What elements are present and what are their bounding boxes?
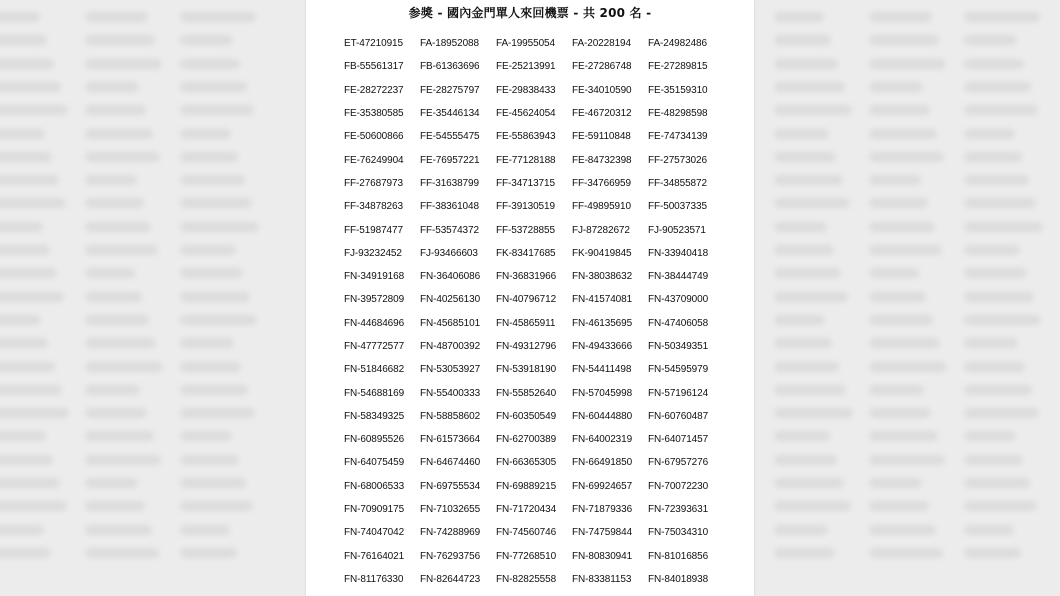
blurred-text-row	[774, 198, 850, 208]
ticket-row	[344, 242, 744, 265]
ticket-number: FN-69889215	[496, 480, 557, 492]
blurred-text-row	[774, 385, 846, 395]
ticket-number-grid	[344, 32, 744, 591]
ticket-number: ET-47210915	[344, 38, 403, 50]
blurred-text-row	[180, 152, 238, 162]
ticket-row	[344, 125, 744, 148]
document-page	[306, 0, 754, 596]
blurred-text-row	[180, 455, 239, 465]
ticket-row	[344, 79, 744, 102]
ticket-row	[344, 148, 744, 171]
ticket-number: FF-27687973	[344, 177, 403, 189]
ticket-number: FN-48700392	[420, 341, 481, 352]
ticket-number: FN-67957276	[648, 457, 709, 469]
blurred-text-row	[774, 338, 832, 348]
ticket-row	[344, 288, 744, 311]
blurred-text-row	[0, 268, 57, 278]
blurred-text-row	[85, 362, 163, 372]
ticket-number: FN-66491850	[572, 457, 633, 469]
blurred-text-row	[85, 478, 138, 488]
ticket-number: FE-28275797	[420, 84, 480, 96]
blurred-text-row	[869, 82, 923, 92]
ticket-number: FN-83381153	[572, 573, 632, 585]
ticket-number: FN-75034310	[648, 527, 709, 539]
blurred-text-row	[0, 338, 48, 348]
ticket-number: FN-64071457	[648, 434, 709, 446]
ticket-number: FN-81176330	[344, 573, 404, 585]
blurred-text-row	[774, 478, 844, 488]
ticket-number: FE-76249904	[344, 154, 404, 166]
blurred-text-row	[774, 245, 834, 255]
ticket-number: FN-74759844	[572, 527, 633, 539]
ticket-row	[344, 498, 744, 521]
ticket-number: FN-76293756	[420, 550, 481, 562]
ticket-number: FN-49433666	[572, 341, 633, 352]
blurred-text-row	[0, 548, 51, 558]
blurred-text-row	[964, 175, 1029, 185]
ticket-number: FN-39572809	[344, 294, 405, 306]
blurred-text-row	[964, 198, 1036, 208]
blurred-text-row	[869, 385, 924, 395]
blurred-text-row	[869, 105, 930, 115]
ticket-number: FA-24982486	[648, 38, 707, 50]
document-title: 参獎 - 國內金門單人來回機票 - 共 200 名 -	[408, 6, 652, 20]
blurred-text-row	[964, 455, 1023, 465]
ticket-number: FN-38444749	[648, 271, 709, 283]
ticket-number: FN-55400333	[420, 387, 481, 399]
ticket-row	[344, 545, 744, 568]
ticket-number: FE-48298598	[648, 108, 708, 120]
blurred-text-row	[0, 105, 68, 115]
blurred-text-row	[774, 82, 845, 92]
ticket-number: FA-19955054	[496, 38, 555, 50]
ticket-number: FN-82644723	[420, 573, 481, 585]
ticket-number: FF-38361048	[420, 201, 479, 213]
blurred-text-row	[869, 292, 926, 302]
ticket-number: FN-71879336	[572, 504, 633, 516]
blurred-text-row	[180, 222, 259, 232]
blurred-text-row	[964, 12, 1040, 22]
ticket-number: FN-40796712	[496, 294, 557, 306]
blurred-text-row	[869, 501, 929, 511]
blurred-text-row	[869, 35, 939, 45]
blurred-text-row	[774, 315, 825, 325]
ticket-number: FN-68006533	[344, 480, 405, 492]
blurred-text-row	[180, 548, 237, 558]
ticket-number: FE-77128188	[496, 154, 556, 166]
blurred-text-row	[0, 385, 62, 395]
ticket-number: FF-39130519	[496, 201, 555, 213]
blurred-text-row	[180, 525, 230, 535]
blurred-text-row	[964, 105, 1038, 115]
ticket-number: FF-34713715	[496, 177, 555, 189]
ticket-row	[344, 172, 744, 195]
ticket-number: FN-71720434	[496, 504, 557, 516]
blurred-text-row	[869, 59, 946, 69]
ticket-number: FN-41574081	[572, 294, 633, 306]
blurred-text-row	[869, 198, 928, 208]
ticket-row	[344, 451, 744, 474]
ticket-row	[344, 521, 744, 544]
blurred-text-row	[774, 222, 827, 232]
ticket-number: FB-55561317	[344, 61, 404, 73]
blurred-text-row	[0, 245, 50, 255]
ticket-number: FK-83417685	[496, 247, 556, 259]
blurred-text-row	[180, 129, 231, 139]
blurred-text-row	[85, 548, 159, 558]
blurred-text-row	[774, 362, 839, 372]
ticket-row	[344, 32, 744, 55]
ticket-number: FF-51987477	[344, 224, 403, 236]
blurred-text-row	[0, 362, 55, 372]
blurred-backdrop-right	[754, 0, 1060, 596]
blurred-text-row	[180, 385, 248, 395]
ticket-number: FN-62700389	[496, 434, 557, 446]
blurred-text-row	[0, 222, 43, 232]
blurred-text-row	[0, 12, 40, 22]
ticket-number: FN-57196124	[648, 387, 709, 399]
blurred-text-row	[85, 525, 152, 535]
ticket-number: FN-77268510	[496, 550, 557, 562]
ticket-number: FN-45865911	[496, 317, 556, 329]
blurred-text-row	[964, 35, 1017, 45]
blurred-text-row	[0, 152, 52, 162]
blurred-text-row	[869, 338, 940, 348]
ticket-number: FN-54411498	[572, 364, 632, 376]
blurred-text-row	[85, 501, 145, 511]
blurred-text-row	[85, 198, 144, 208]
ticket-number: FE-35380585	[344, 108, 404, 120]
ticket-number: FN-74288969	[420, 527, 481, 539]
blurred-text-row	[964, 478, 1030, 488]
ticket-number: FN-72393631	[648, 504, 709, 516]
ticket-number: FJ-93232452	[344, 247, 402, 259]
blurred-text-row	[85, 105, 146, 115]
ticket-number: FN-44684696	[344, 317, 405, 329]
ticket-number: FN-60444880	[572, 410, 633, 422]
ticket-number: FN-55852640	[496, 387, 557, 399]
ticket-number: FE-50600866	[344, 131, 404, 143]
blurred-text-row	[869, 175, 921, 185]
ticket-number: FE-35159310	[648, 84, 708, 96]
blurred-text-row	[85, 59, 162, 69]
ticket-number: FE-54555475	[420, 131, 480, 143]
blurred-text-row	[869, 268, 919, 278]
ticket-number: FF-49895910	[572, 201, 631, 213]
ticket-number: FE-34010590	[572, 84, 632, 96]
blurred-text-row	[964, 548, 1021, 558]
ticket-number: FN-81016856	[648, 550, 709, 562]
ticket-number: FN-36406086	[420, 271, 481, 283]
ticket-row	[344, 195, 744, 218]
ticket-number: FF-27573026	[648, 154, 707, 166]
blurred-text-row	[85, 338, 156, 348]
blurred-text-row	[964, 408, 1039, 418]
ticket-number: FN-60350549	[496, 410, 557, 422]
ticket-number: FN-51846682	[344, 364, 405, 376]
blurred-text-row	[85, 12, 148, 22]
ticket-number: FN-50349351	[648, 341, 709, 352]
blurred-text-row	[774, 548, 835, 558]
blurred-text-row	[774, 129, 829, 139]
ticket-row	[344, 475, 744, 498]
blurred-text-row	[774, 105, 852, 115]
blurred-text-row	[774, 455, 837, 465]
ticket-number: FA-20228194	[572, 38, 631, 50]
blurred-text-row	[180, 175, 245, 185]
ticket-number: FN-70909175	[344, 504, 405, 516]
ticket-number: FE-45624054	[496, 108, 556, 120]
ticket-number: FN-34919168	[344, 271, 405, 283]
ticket-number: FN-43709000	[648, 294, 709, 306]
ticket-number: FN-38038632	[572, 271, 633, 283]
blurred-text-row	[964, 431, 1016, 441]
blurred-text-row	[85, 35, 155, 45]
blurred-text-row	[0, 175, 59, 185]
ticket-number: FE-55863943	[496, 131, 556, 143]
blurred-text-row	[85, 315, 149, 325]
ticket-number: FN-53053927	[420, 364, 481, 376]
blurred-text-row	[774, 268, 841, 278]
ticket-row	[344, 218, 744, 241]
ticket-number: FE-74734139	[648, 131, 708, 143]
blurred-text-row	[869, 455, 945, 465]
blurred-text-row	[180, 501, 253, 511]
blurred-text-row	[0, 455, 53, 465]
blurred-text-row	[0, 315, 41, 325]
blurred-text-row	[964, 292, 1034, 302]
blurred-text-row	[180, 59, 240, 69]
blurred-text-row	[180, 338, 234, 348]
ticket-number: FF-34855872	[648, 177, 707, 189]
ticket-number: FA-18952088	[420, 38, 479, 50]
ticket-row	[344, 568, 744, 591]
ticket-row	[344, 312, 744, 335]
ticket-number: FE-28272237	[344, 84, 404, 96]
ticket-number: FN-33940418	[648, 247, 709, 259]
ticket-number: FF-53728855	[496, 224, 555, 236]
blurred-text-row	[774, 12, 824, 22]
ticket-number: FN-61573664	[420, 434, 481, 446]
blurred-text-row	[0, 431, 46, 441]
ticket-number: FN-70072230	[648, 480, 709, 492]
blurred-text-row	[85, 175, 137, 185]
ticket-number: FN-60895526	[344, 434, 405, 446]
blurred-text-row	[964, 245, 1020, 255]
blurred-text-row	[869, 129, 937, 139]
ticket-number: FN-47406058	[648, 317, 709, 329]
blurred-text-row	[964, 362, 1025, 372]
blurred-text-row	[85, 292, 142, 302]
ticket-number: FN-57045998	[572, 387, 633, 399]
ticket-number: FN-82825558	[496, 573, 557, 585]
ticket-number: FN-64674460	[420, 457, 481, 469]
ticket-number: FF-31638799	[420, 177, 479, 189]
blurred-text-row	[180, 198, 252, 208]
ticket-number: FJ-90523571	[648, 224, 706, 236]
ticket-number: FN-74047042	[344, 527, 405, 539]
blurred-text-row	[0, 408, 69, 418]
ticket-number: FN-76164021	[344, 550, 405, 562]
blurred-text-row	[869, 222, 935, 232]
ticket-row	[344, 381, 744, 404]
ticket-number: FN-40256130	[420, 294, 481, 306]
ticket-number: FN-71032655	[420, 504, 481, 516]
blurred-text-row	[964, 152, 1022, 162]
ticket-number: FF-53574372	[420, 224, 479, 236]
blurred-text-row	[964, 59, 1024, 69]
blurred-text-row	[774, 292, 848, 302]
blurred-text-row	[964, 222, 1043, 232]
ticket-number: FN-80830941	[572, 550, 633, 562]
blurred-text-row	[0, 501, 67, 511]
blurred-text-row	[0, 129, 45, 139]
ticket-number: FE-46720312	[572, 108, 632, 120]
blurred-text-row	[85, 431, 154, 441]
blurred-text-row	[85, 385, 140, 395]
blurred-text-row	[774, 175, 843, 185]
blurred-text-row	[869, 408, 931, 418]
blurred-text-row	[964, 385, 1032, 395]
blurred-text-row	[85, 82, 139, 92]
blurred-text-row	[85, 245, 158, 255]
blurred-text-row	[180, 408, 255, 418]
ticket-number: FN-64075459	[344, 457, 405, 469]
ticket-number: FN-58858602	[420, 410, 481, 422]
blurred-text-row	[180, 245, 236, 255]
ticket-row	[344, 405, 744, 428]
ticket-number: FF-34878263	[344, 201, 403, 213]
ticket-row	[344, 55, 744, 78]
blurred-text-row	[869, 525, 936, 535]
ticket-number: FN-53918190	[496, 364, 557, 376]
ticket-number: FJ-93466603	[420, 247, 478, 259]
blurred-text-row	[0, 292, 64, 302]
ticket-number: FE-25213991	[496, 61, 556, 73]
blurred-text-row	[0, 59, 54, 69]
ticket-number: FN-49312796	[496, 341, 557, 352]
ticket-number: FN-69924657	[572, 480, 633, 492]
ticket-number: FB-61363696	[420, 61, 480, 73]
blurred-text-row	[180, 292, 250, 302]
blurred-text-row	[964, 315, 1041, 325]
ticket-number: FE-27286748	[572, 61, 632, 73]
blurred-text-row	[0, 525, 44, 535]
blurred-text-row	[85, 152, 160, 162]
blurred-text-row	[0, 198, 66, 208]
ticket-row	[344, 265, 744, 288]
ticket-number: FK-90419845	[572, 247, 632, 259]
blurred-text-row	[180, 478, 246, 488]
ticket-row	[344, 428, 744, 451]
blurred-text-row	[869, 431, 938, 441]
ticket-row	[344, 335, 744, 358]
ticket-number: FE-76957221	[420, 154, 480, 166]
ticket-number: FE-29838433	[496, 84, 556, 96]
blurred-text-row	[964, 82, 1031, 92]
ticket-number: FN-46135695	[572, 317, 633, 329]
blurred-text-row	[774, 35, 831, 45]
blurred-text-row	[774, 408, 853, 418]
blurred-text-row	[180, 268, 243, 278]
ticket-number: FN-60760487	[648, 410, 709, 422]
blurred-backdrop-left	[0, 0, 306, 596]
ticket-row	[344, 358, 744, 381]
blurred-text-row	[0, 478, 60, 488]
blurred-text-row	[774, 501, 851, 511]
ticket-number: FN-84018938	[648, 573, 709, 585]
blurred-text-row	[180, 362, 241, 372]
blurred-text-row	[964, 338, 1018, 348]
blurred-text-row	[180, 431, 232, 441]
ticket-number: FN-47772577	[344, 341, 405, 352]
blurred-text-row	[85, 222, 151, 232]
blurred-text-row	[0, 35, 47, 45]
ticket-number: FN-54688169	[344, 387, 405, 399]
blurred-text-row	[85, 408, 147, 418]
blurred-text-row	[0, 82, 61, 92]
blurred-text-row	[774, 525, 828, 535]
ticket-number: FN-36831966	[496, 271, 557, 283]
ticket-number: FN-69755534	[420, 480, 481, 492]
ticket-number: FE-35446134	[420, 108, 480, 120]
blurred-text-row	[180, 82, 247, 92]
blurred-text-row	[964, 129, 1015, 139]
blurred-text-row	[964, 525, 1014, 535]
blurred-text-row	[85, 455, 161, 465]
ticket-number: FJ-87282672	[572, 224, 630, 236]
ticket-row	[344, 102, 744, 125]
ticket-number: FN-45685101	[420, 317, 481, 329]
blurred-text-row	[180, 315, 257, 325]
blurred-text-row	[869, 478, 922, 488]
blurred-text-row	[869, 362, 947, 372]
ticket-number: FN-58349325	[344, 410, 405, 422]
blurred-text-row	[180, 35, 233, 45]
blurred-text-row	[869, 245, 942, 255]
ticket-number: FN-64002319	[572, 434, 633, 446]
blurred-text-row	[774, 59, 838, 69]
blurred-text-row	[180, 12, 256, 22]
blurred-text-row	[180, 105, 254, 115]
ticket-number: FE-27289815	[648, 61, 708, 73]
ticket-number: FN-74560746	[496, 527, 557, 539]
blurred-text-row	[869, 548, 943, 558]
blurred-text-row	[774, 431, 830, 441]
blurred-text-row	[85, 129, 153, 139]
blurred-text-row	[964, 268, 1027, 278]
ticket-number: FE-84732398	[572, 154, 632, 166]
ticket-number: FE-59110848	[572, 131, 631, 143]
blurred-text-row	[774, 152, 836, 162]
blurred-text-row	[964, 501, 1037, 511]
ticket-number: FF-50037335	[648, 201, 707, 213]
blurred-text-row	[85, 268, 135, 278]
ticket-number: FN-66365305	[496, 457, 557, 469]
ticket-number: FF-34766959	[572, 177, 631, 189]
blurred-text-row	[869, 12, 932, 22]
ticket-number: FN-54595979	[648, 364, 709, 376]
blurred-text-row	[869, 152, 944, 162]
blurred-text-row	[869, 315, 933, 325]
